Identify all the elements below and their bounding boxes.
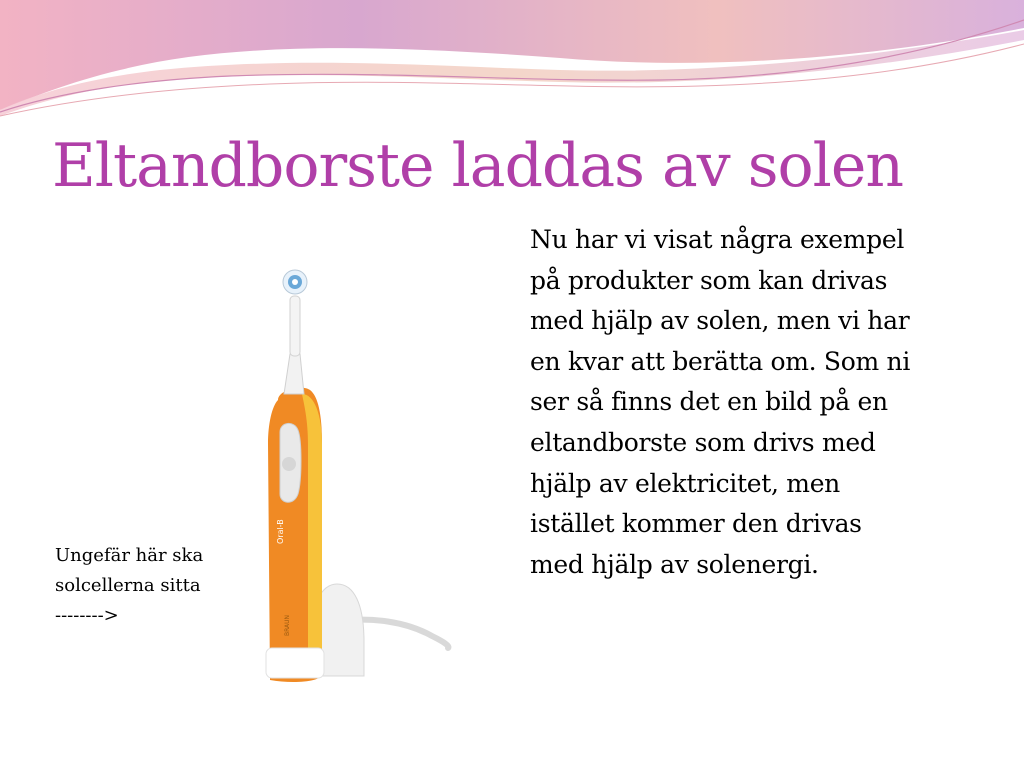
electric-toothbrush-illustration [132,244,584,700]
image-caption [55,541,275,631]
body-line: med hjälp av solen, men vi har [530,306,910,336]
body-line: hjälp av elektricitet, men [530,468,840,498]
body-line: ser så finns det en bild på en [530,387,888,417]
decorative-header-wave [0,0,1024,120]
toothbrush-photo [132,244,584,700]
body-line: Nu har vi visat några exempel [530,225,905,254]
body-line: istället kommer den drivas [530,509,862,539]
brand-base-text: BRAUN [284,614,291,636]
caption-line: Ungefär här ska [55,545,204,566]
body-line: på produkter som kan drivas [530,265,888,295]
brand-small-text: Oral-B [276,519,285,544]
body-line: en kvar att berätta om. Som ni [530,346,911,376]
caption-arrow: --------> [55,605,119,626]
caption-line: solcellerna sitta [55,575,201,596]
body-text [530,220,990,585]
body-line: eltandborste som drivs med [530,427,876,457]
body-line: med hjälp av solenergi. [530,549,819,579]
slide-title: Eltandborste laddas av solen [52,131,904,201]
